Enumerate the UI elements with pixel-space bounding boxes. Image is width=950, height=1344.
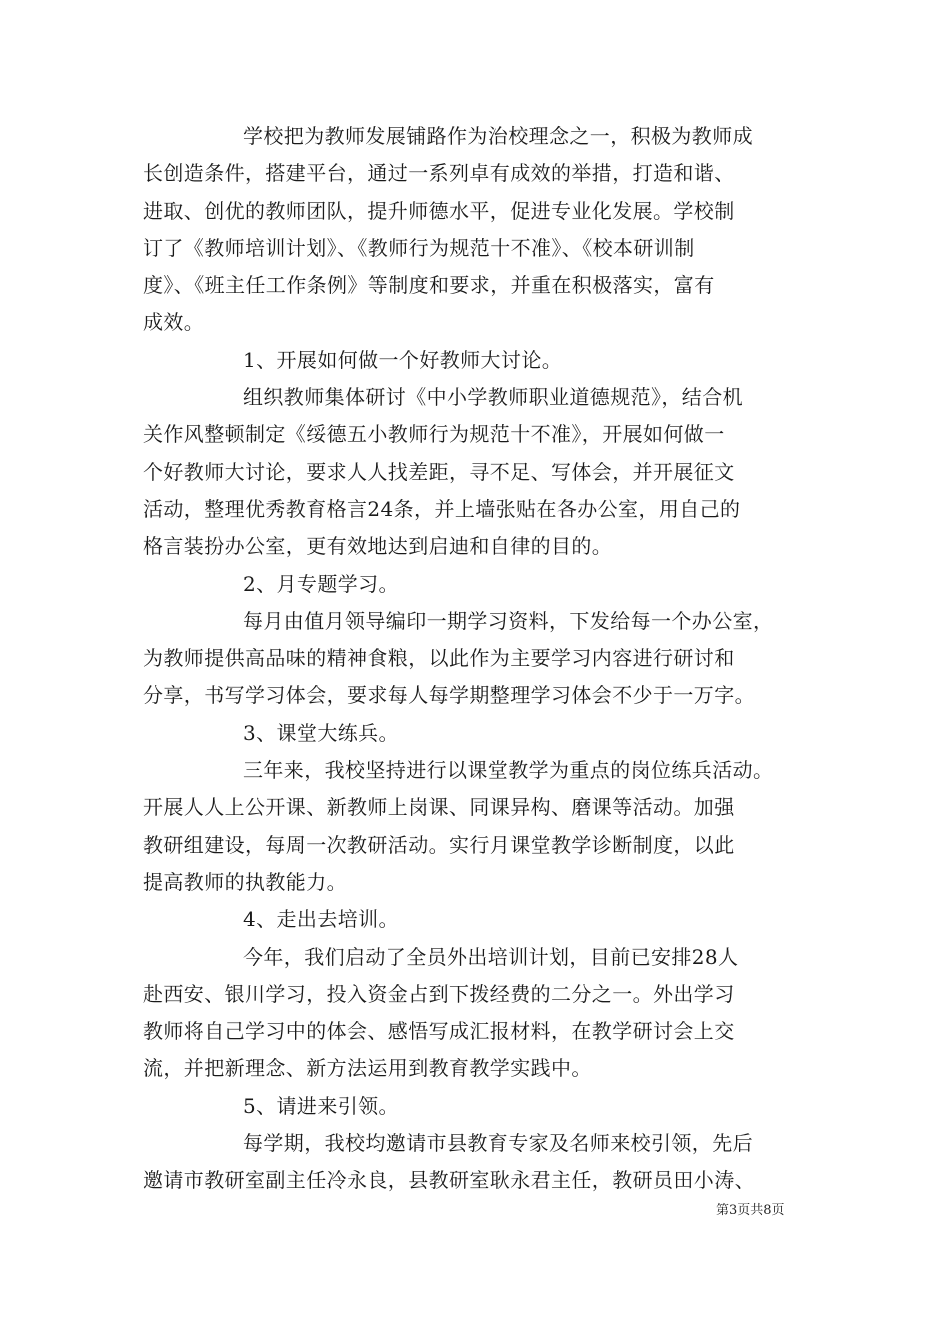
section-1-line: 关作风整顿制定《绥德五小教师行为规范十不准》，开展如何做一 <box>143 422 725 447</box>
section-3-line: 三年来，我校坚持进行以课堂教学为重点的岗位练兵活动。 <box>243 758 774 783</box>
paragraph-intro-line: 学校把为教师发展铺路作为治校理念之一，积极为教师成 <box>243 124 753 148</box>
section-heading-4: 4、走出去培训。 <box>243 907 399 932</box>
paragraph-intro-line: 成效。 <box>143 310 205 335</box>
paragraph-intro-line: 长创造条件，搭建平台，通过一系列卓有成效的举措，打造和谐、 <box>143 161 735 186</box>
section-1-line: 活动，整理优秀教育格言24条，并上墙张贴在各办公室，用自己的 <box>143 496 741 521</box>
paragraph-intro-line: 进取、创优的教师团队，提升师德水平，促进专业化发展。学校制 <box>143 198 735 223</box>
paragraph-intro-line: 度》、《班主任工作条例》等制度和要求，并重在积极落实，富有 <box>143 273 715 298</box>
section-4-line: 流，并把新理念、新方法运用到教育教学实践中。 <box>143 1056 592 1081</box>
section-1-line: 格言装扮办公室，更有效地达到启迪和自律的目的。 <box>143 534 613 559</box>
document-body <box>143 118 813 1200</box>
section-2-line: 为教师提供高品味的精神食粮，以此作为主要学习内容进行研讨和 <box>143 646 735 671</box>
section-3-line: 提高教师的执教能力。 <box>143 869 347 894</box>
section-1-line: 个好教师大讨论，要求人人找差距，寻不足、写体会，并开展征文 <box>143 459 735 484</box>
section-2-line: 每月由值月领导编印一期学习资料，下发给每一个办公室， <box>243 608 774 633</box>
section-3-line: 开展人人上公开课、新教师上岗课、同课异构、磨课等活动。加强 <box>143 795 735 820</box>
section-2-line: 分享，书写学习体会，要求每人每学期整理学习体会不少于一万字。 <box>143 683 755 708</box>
section-heading-2: 2、月专题学习。 <box>243 571 399 596</box>
section-4-line: 今年，我们启动了全员外出培训计划，目前已安排28人 <box>243 944 739 969</box>
section-5-line: 邀请市教研室副主任冷永良，县教研室耿永君主任，教研员田小涛、 <box>143 1168 755 1193</box>
section-heading-1: 1、开展如何做一个好教师大讨论。 <box>243 347 563 372</box>
section-4-line: 教师将自己学习中的体会、感悟写成汇报材料，在教学研讨会上交 <box>143 1019 735 1044</box>
section-4-line: 赴西安、银川学习，投入资金占到下拨经费的二分之一。外出学习 <box>143 981 735 1006</box>
page-number-footer: 第3页共8页 <box>716 1203 785 1218</box>
paragraph-intro-line: 订了《教师培训计划》、《教师行为规范十不准》、《校本研训制 <box>143 235 695 260</box>
section-5-line: 每学期，我校均邀请市县教育专家及名师来校引领，先后 <box>243 1131 753 1156</box>
section-1-line: 组织教师集体研讨《中小学教师职业道德规范》，结合机 <box>243 385 743 410</box>
section-3-line: 教研组建设，每周一次教研活动。实行月课堂教学诊断制度，以此 <box>143 832 735 857</box>
section-heading-3: 3、课堂大练兵。 <box>243 720 399 745</box>
section-heading-5: 5、请进来引领。 <box>243 1093 399 1118</box>
